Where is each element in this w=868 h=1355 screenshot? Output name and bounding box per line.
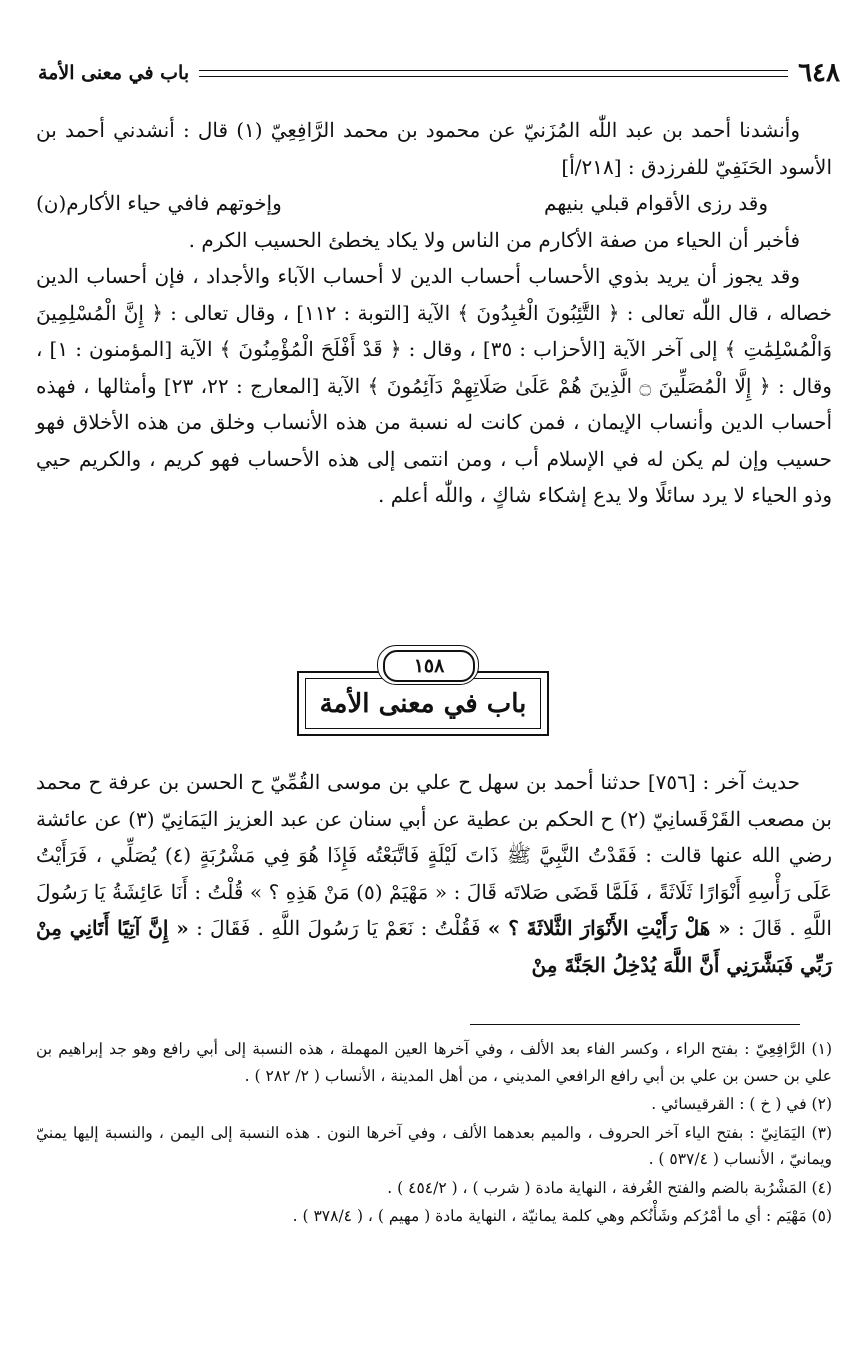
hadith-text: فَقُلْتُ : نَعَمْ يَا رَسُولَ اللَّهِ . فَقَالَ : <box>196 916 481 940</box>
paragraph: وأنشدنا أحمد بن عبد اللّٰه المُزَنيّ عن محمود بن محمد الرَّافِعِيّ (١) قال : أنشدني أحمد بن الأسود الحَنَفِيّ للفرزدق : [٢١٨/أ] <box>36 118 832 179</box>
paragraph: وقد يجوز أن يريد بذوي الأحساب أحساب الدين لا أحساب الآباء والأجداد ، فإن أحساب الدين خصاله ، قال اللّٰه تعالى : ﴿ التَّٰئِبُونَ الْعَٰبِدُونَ ﴾ الآية [التوبة : ١١٢] ، وقال تعالى : ﴿ إِنَّ الْمُسْلِمِينَ وَالْمُسْلِمَٰتِ ﴾ إلى آخر الآية [الأحزاب : ٣٥] ، وقال : ﴿ قَدْ أَفْلَحَ الْمُؤْمِنُونَ ﴾ الآية [المؤمنون : ١] ، وقال : ﴿ إِلَّا الْمُصَلِّينَ ۝ الَّذِينَ هُمْ عَلَىٰ صَلَاتِهِمْ دَآئِمُونَ ﴾ الآية [المعارج : ٢٢، ٢٣] وأمثالها ، فهذه أحساب الدين وأنساب الإيمان ، فمن كانت له نسبة من هذه الأنساب وخلق من هذه الأخلاق فهو حسيب وإن لم يكن له في الإسلام أب ، ومن انتمى إلى هذه الأحساب فهو كريم ، والكريم حيي وذو الحياء لا يرد سائلًا ولا يدع إشكاء شاكٍ ، واللّٰه أعلم . <box>36 264 833 507</box>
footnote: (٤) المَشْرُبة بالضم والفتح الغُرفة ، النهاية مادة ( شرب ) ، ( ٤٥٤/٢ ) . <box>387 1178 832 1197</box>
section-body-1 <box>36 112 832 514</box>
header-rule <box>199 70 788 77</box>
footnote: (١) الرَّافِعِيّ : بفتح الراء ، وكسر الفاء بعد الألف ، وفي آخرها العين المهملة ، هذه النسبة إلى أبي رافع وهو جد إبراهيم بن علي بن حسن بن علي بن أبي رافع الرافعي المديني ، من أهل المدينة ، الأنساب ( ٢/ ٢٨٢ ) . <box>36 1040 832 1085</box>
hadith-quote: « إِنَّ آتِيًا أَتَانِي مِنْ رَبِّي فَبَشَّرَنِي أَنَّ اللَّهَ يُدْخِلُ الجَنَّةَ مِنْ <box>36 916 832 977</box>
footnote: (٢) في ( خ ) : القرقيسائي . <box>651 1095 832 1113</box>
footnote: (٣) اليَمَانِيّ : بفتح الياء آخر الحروف ، والميم بعدهما الألف ، وفي آخرها النون . هذه النسبة إلى اليمن ، والنسبة إليها يمنيّ ويمانيّ ، الأنساب ( ٥٣٧/٤ ) . <box>36 1123 832 1168</box>
section-body-2 <box>36 764 832 983</box>
chapter-heading <box>0 648 868 748</box>
paragraph: فأخبر أن الحياء من صفة الأكارم من الناس ولا يكاد يخطئ الحسيب الكرم . <box>188 227 800 252</box>
footnotes <box>36 1036 832 1232</box>
paragraph <box>36 764 832 983</box>
running-header <box>38 56 840 90</box>
chapter-title: باب في معنى الأمة <box>305 678 541 729</box>
poetry-verse <box>36 185 832 222</box>
chapter-number: ١٥٨ <box>383 650 475 682</box>
hadith-quote: « هَلْ رَأَيْتِ الأَنْوَارَ الثَّلاثَةَ ؟ » <box>487 916 731 940</box>
footnote: (٥) مَهْيَم : أي ما أمْرُكم وشَأْنُكم وهي كلمة يمانيّة ، النهاية مادة ( مهيم ) ، ( ٣٧٨/٤ ) . <box>292 1207 832 1225</box>
footnote-separator <box>470 1024 800 1025</box>
page-number: ٦٤٨ <box>798 58 840 88</box>
hadith-text: فَقَدْتُ النَّبِيَّ ﷺ ذَاتَ لَيْلَةٍ فَاتَّبَعْتُه فَإِذَا هُوَ فِي مَشْرُبَةٍ (٤) يُصَلِّي ، فَرَأَيْتُ عَلَى رَأْسِهِ أَنْوَارًا ثَلَاثَةً ، فَلَمَّا قَضَى صَلاتَه قَالَ : « مَهْيَمْ (٥) مَنْ هَذِهِ ؟ » قُلْتُ : أَنَا عَائِشَةُ يَا رَسُولَ اللَّهِ . قَالَ : <box>36 843 833 940</box>
verse-hemistich-left: وإخوتهم فافي حياء الأكارم(ن) <box>36 191 282 215</box>
running-title: باب في معنى الأمة <box>38 62 190 84</box>
verse-hemistich-right: وقد رزى الأقوام قبلي بنيهم <box>544 191 768 215</box>
hadith-isnad: حديث آخر : [٧٥٦] حدثنا أحمد بن سهل ح علي بن موسى القُمِّيّ ح الحسن بن عرفة ح محمد بن مصعب القَرْقَسانِيّ (٢) ح الحكم بن عطية عن أبي سنان عن عبد العزيز اليَمَانِيّ (٣) عن عائشة رضي الله عنها قالت : <box>36 770 833 867</box>
